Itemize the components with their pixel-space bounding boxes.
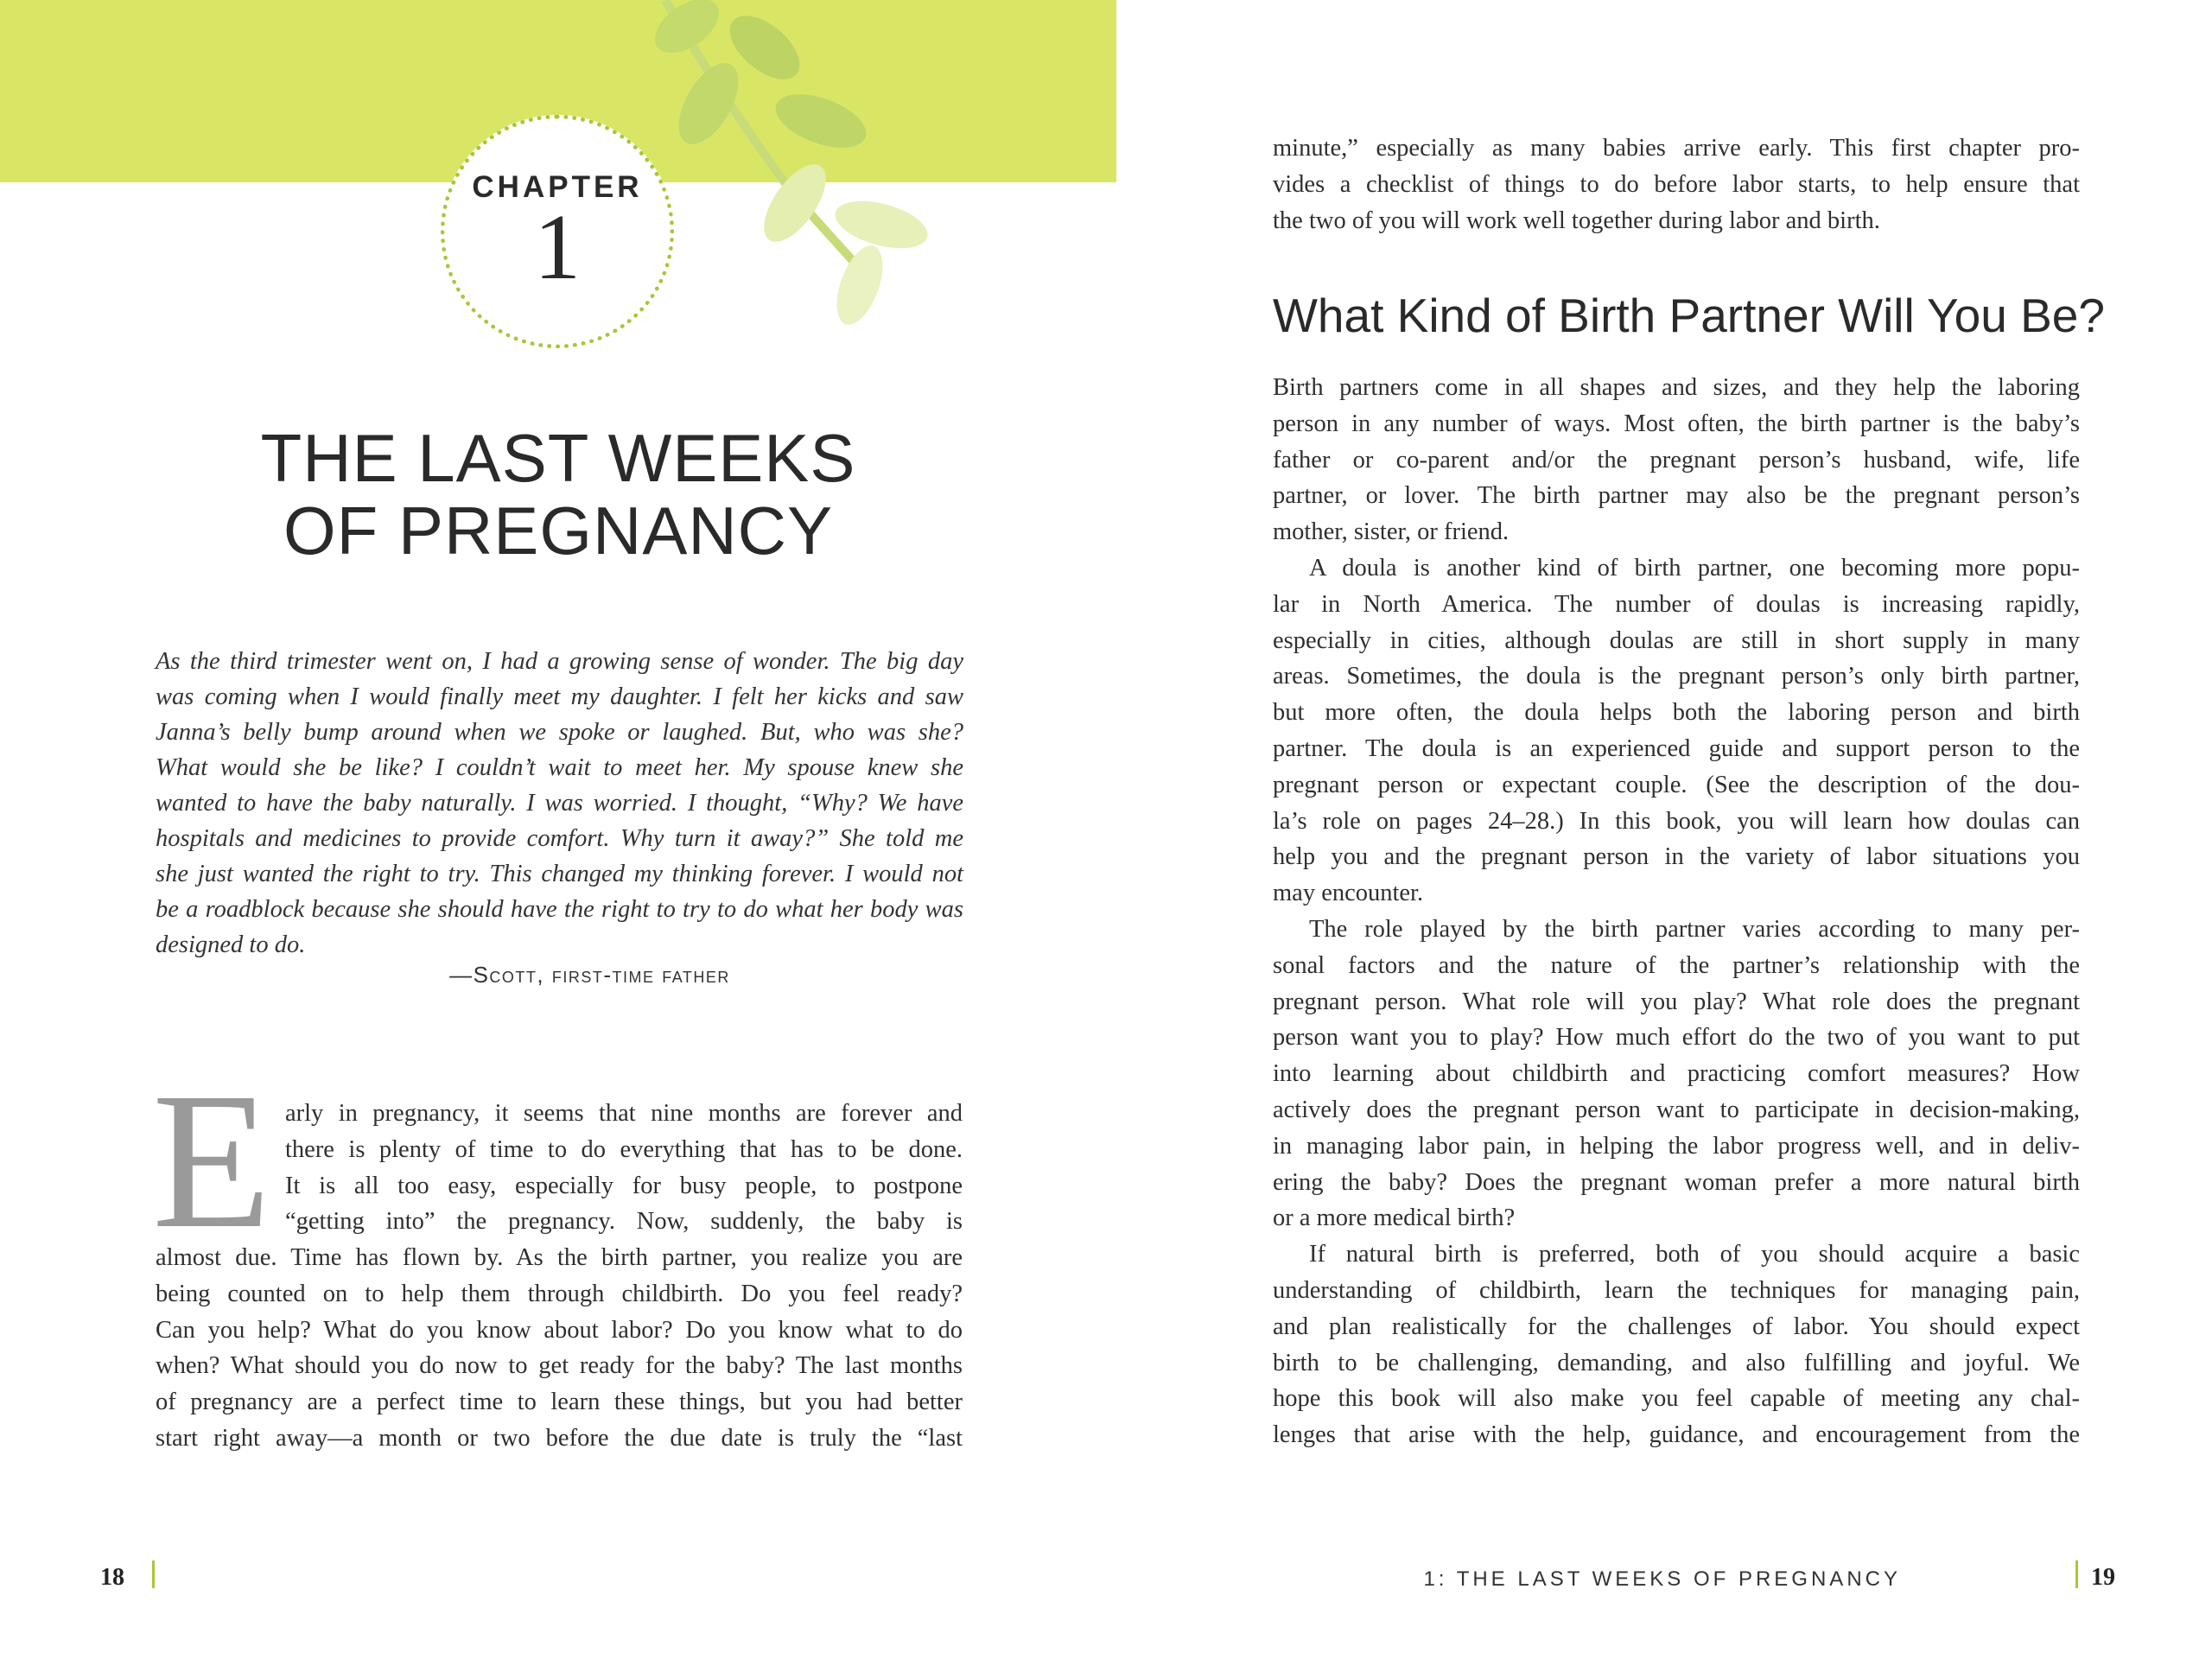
text-line: when? What should you do now to get ready for the baby? The last months bbox=[156, 1352, 963, 1380]
chapter-title bbox=[156, 422, 961, 567]
text-line: start right away—a month or two before the due date is truly the “last bbox=[156, 1424, 963, 1452]
epigraph-attribution: —Scott, first-time father bbox=[449, 962, 730, 988]
chapter-title-line: OF PREGNANCY bbox=[283, 493, 834, 569]
text-line: and plan realistically for the challenges of labor. You should expect bbox=[1273, 1313, 2080, 1340]
text-line: partner, or lover. The birth partner may also be the pregnant person’s bbox=[1273, 482, 2080, 510]
text-line: lar in North America. The number of doulas is increasing rapidly, bbox=[1273, 590, 2080, 618]
section-heading: What Kind of Birth Partner Will You Be? bbox=[1273, 289, 2105, 342]
epigraph-line: designed to do. bbox=[156, 931, 306, 958]
text-line: Can you help? What do you know about labor? Do you know what to do bbox=[156, 1316, 963, 1344]
chapter-label: CHAPTER bbox=[472, 170, 643, 204]
text-line: Birth partners come in all shapes and sizes, and they help the laboring bbox=[1273, 374, 2080, 401]
chapter-number: 1 bbox=[534, 196, 581, 299]
text-line: pregnant person or expectant couple. (See the description of the dou- bbox=[1273, 771, 2080, 798]
text-line: understanding of childbirth, learn the techniques for managing pain, bbox=[1273, 1276, 2080, 1304]
text-line: sonal factors and the nature of the partner’s relationship with the bbox=[1273, 951, 2080, 979]
text-line: but more often, the doula helps both the laboring person and birth bbox=[1273, 699, 2080, 727]
folio-divider bbox=[2075, 1560, 2078, 1588]
epigraph-quote bbox=[156, 644, 963, 963]
right-page-number: 19 bbox=[2091, 1564, 2115, 1591]
text-line: the two of you will work well together during labor and birth. bbox=[1273, 207, 1880, 234]
text-line: vides a checklist of things to do before labor starts, to help ensure that bbox=[1273, 170, 2080, 198]
text-line: areas. Sometimes, the doula is the pregnant person’s only birth partner, bbox=[1273, 663, 2080, 690]
chapter-title-line: THE LAST WEEKS bbox=[260, 420, 856, 496]
text-line: If natural birth is preferred, both of you should acquire a basic bbox=[1309, 1241, 2080, 1268]
drop-cap: E bbox=[152, 1052, 272, 1268]
text-line: lenges that arise with the help, guidance, and encouragement from the bbox=[1273, 1421, 2080, 1449]
epigraph-line: wanted to have the baby naturally. I was worried. I thought, “Why? We have bbox=[156, 790, 963, 817]
folio-divider bbox=[152, 1560, 155, 1588]
text-line: person want you to play? How much effort do the two of you want to put bbox=[1273, 1024, 2080, 1052]
text-line: of pregnancy are a perfect time to learn these things, but you had better bbox=[156, 1389, 963, 1416]
right-body-text bbox=[1273, 370, 2080, 1453]
text-line: minute,” especially as many babies arrive early. This first chapter pro- bbox=[1273, 135, 2080, 162]
text-line: “getting into” the pregnancy. Now, suddenly, the baby is bbox=[285, 1208, 963, 1236]
text-line: in managing labor pain, in helping the labor progress well, and in deliv- bbox=[1273, 1132, 2080, 1160]
text-line: la’s role on pages 24–28.) In this book, you will learn how doulas can bbox=[1273, 807, 2080, 835]
text-line: into learning about childbirth and practicing comfort measures? How bbox=[1273, 1060, 2080, 1088]
text-line: there is plenty of time to do everything that has to be done. bbox=[285, 1135, 963, 1163]
epigraph-line: hospitals and medicines to provide comfort. Why turn it away?” She told me bbox=[156, 825, 963, 852]
text-line: or a more medical birth? bbox=[1273, 1205, 1516, 1232]
epigraph-line: What would she be like? I couldn’t wait to meet her. My spouse knew she bbox=[156, 754, 963, 781]
text-line: person in any number of ways. Most often, the birth partner is the baby’s bbox=[1273, 410, 2080, 437]
epigraph-line: she just wanted the right to try. This changed my thinking forever. I would not bbox=[156, 861, 963, 887]
text-line: mother, sister, or friend. bbox=[1273, 518, 1510, 546]
text-line: almost due. Time has flown by. As the birth partner, you realize you are bbox=[156, 1244, 963, 1271]
epigraph-line: was coming when I would finally meet my daughter. I felt her kicks and saw bbox=[156, 683, 963, 710]
text-line: A doula is another kind of birth partner, one becoming more popu- bbox=[1309, 554, 2080, 582]
right-top-text bbox=[1273, 130, 2080, 238]
epigraph-line: As the third trimester went on, I had a growing sense of wonder. The big day bbox=[156, 648, 963, 675]
epigraph-line: be a roadblock because she should have the right to try to do what her body was bbox=[156, 896, 963, 923]
text-line: It is all too easy, especially for busy people, to postpone bbox=[285, 1172, 963, 1199]
text-line: actively does the pregnant person want to participate in decision-making, bbox=[1273, 1096, 2080, 1123]
text-line: partner. The doula is an experienced guide and support person to the bbox=[1273, 734, 2080, 762]
epigraph-line: Janna’s belly bump around when we spoke or laughed. But, who was she? bbox=[156, 719, 963, 746]
text-line: especially in cities, although doulas are still in short supply in many bbox=[1273, 626, 2080, 654]
text-line: help you and the pregnant person in the variety of labor situations you bbox=[1273, 843, 2080, 871]
text-line: may encounter. bbox=[1273, 880, 1424, 907]
text-line: ering the baby? Does the pregnant woman prefer a more natural birth bbox=[1273, 1168, 2080, 1196]
text-line: The role played by the birth partner varies according to many per- bbox=[1309, 915, 2080, 943]
text-line: pregnant person. What role will you play? What role does the pregnant bbox=[1273, 988, 2080, 1015]
running-head: 1: THE LAST WEEKS OF PREGNANCY bbox=[1423, 1567, 1901, 1591]
text-line: birth to be challenging, demanding, and also fulfilling and joyful. We bbox=[1273, 1349, 2080, 1376]
left-page-number: 18 bbox=[100, 1564, 124, 1591]
text-line: father or co-parent and/or the pregnant person’s husband, wife, life bbox=[1273, 446, 2080, 474]
text-line: hope this book will also make you feel capable of meeting any chal- bbox=[1273, 1385, 2080, 1413]
text-line: arly in pregnancy, it seems that nine months are forever and bbox=[285, 1100, 963, 1127]
text-line: being counted on to help them through childbirth. Do you feel ready? bbox=[156, 1280, 963, 1307]
left-body-text bbox=[156, 1240, 963, 1457]
left-intro-text bbox=[285, 1096, 963, 1240]
